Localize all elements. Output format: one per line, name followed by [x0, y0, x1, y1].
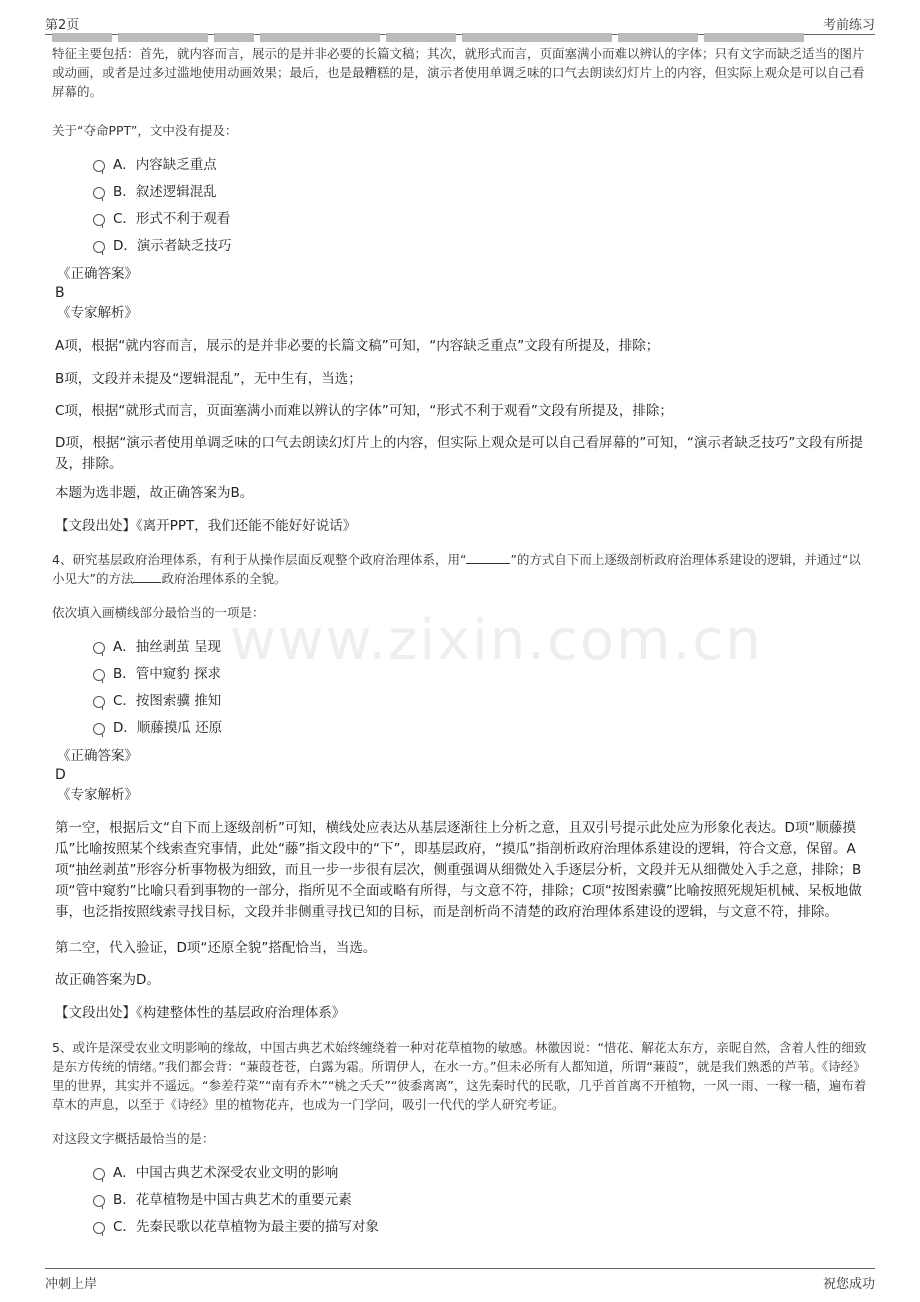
blank-line	[466, 551, 510, 564]
q3-source: 【文段出处】《离开PPT，我们还能不能好好说话》	[55, 518, 357, 534]
radio-icon[interactable]	[93, 1168, 105, 1180]
q3-analysis-a: A项，根据“就内容而言，展示的是并非必要的长篇文稿”可知，“内容缺乏重点”文段有所提及，排除；	[55, 338, 660, 354]
q4-option-a[interactable]: A．抽丝剥茧 呈现	[93, 637, 221, 657]
radio-icon[interactable]	[93, 187, 105, 199]
q4-question: 依次填入画横线部分最恰当的一项是：	[52, 605, 265, 620]
q4-option-d[interactable]: D．顺藤摸瓜 还原	[93, 718, 222, 738]
q5-question: 对这段文字概括最恰当的是：	[52, 1131, 215, 1146]
q4-analysis-blank1: 第一空，根据后文“自下而上逐级剖析”可知，横线处应表达从基层逐渐往上分析之意，且双引号提示此处应为形象化表达。D项“顺藤摸瓜”比喻按照某个线索查究事情，此处“藤”指文段中的“下”，即基层政府，“摸瓜”指剖析政府治理体系建设的逻辑，符合文意，保留。A项“抽丝剥茧”形容分析事物极为细致，而且一步一步很有层次，侧重强调从细微处入手逐层分析，文段并无从细微处入手之意，排除；B项“管中窥豹”比喻只看到事物的一部分，指所见不全面或略有所得，与文意不符，排除；C项“按图索骥”比喻按照死规矩机械、呆板地做事，也泛指按照线索寻找目标，文段并非侧重寻找已知的目标，而是剖析尚不清楚的政府治理体系建设的逻辑，与文意不符，排除。	[55, 820, 862, 920]
radio-icon[interactable]	[93, 642, 105, 654]
radio-icon[interactable]	[93, 241, 105, 253]
blank-line	[133, 570, 161, 583]
q3-option-b[interactable]: B．叙述逻辑混乱	[93, 182, 217, 202]
footer-right: 祝您成功	[822, 1277, 875, 1292]
q3-analysis-c: C项，根据“就形式而言，页面塞满小而难以辨认的字体”可知，“形式不利于观看”文段有所提及，排除；	[55, 403, 673, 419]
q4-analysis-label: 《专家解析》	[57, 787, 138, 803]
radio-icon[interactable]	[93, 696, 105, 708]
radio-icon[interactable]	[93, 723, 105, 735]
footer-left: 冲刺上岸	[45, 1277, 98, 1292]
page-header	[45, 12, 875, 35]
q4-answer-label: 《正确答案》	[57, 748, 138, 764]
q5-option-b[interactable]: B．花草植物是中国古典艺术的重要元素	[93, 1190, 352, 1210]
q3-answer: B	[55, 285, 65, 301]
q3-analysis-b: B项，文段并未提及“逻辑混乱”，无中生有，当选；	[55, 371, 362, 387]
q4-conclusion: 故正确答案为D。	[55, 972, 160, 988]
radio-icon[interactable]	[93, 1222, 105, 1234]
q3-option-d[interactable]: D．演示者缺乏技巧	[93, 236, 231, 256]
page-footer	[45, 1268, 875, 1291]
q3-answer-label: 《正确答案》	[57, 266, 138, 282]
q3-option-a[interactable]: A．内容缺乏重点	[93, 155, 217, 175]
cropped-text-line	[52, 33, 868, 42]
q3-conclusion: 本题为选非题，故正确答案为B。	[55, 485, 254, 501]
page-number: 第2页	[45, 18, 80, 33]
q4-option-c[interactable]: C．按图索骥 推知	[93, 691, 221, 711]
q4-stem: 4、研究基层政府治理体系，有利于从操作层面反观整个政府治理体系，用“ ”的方式自下而上逐级剖析政府治理体系建设的逻辑，并通过“以小见大”的方法 政府治理体系的全貌。	[52, 552, 861, 586]
q3-passage: 特征主要包括：首先，就内容而言，展示的是并非必要的长篇文稿；其次，就形式而言，页面塞满小而难以辨认的字体；只有文字而缺乏适当的图片或动画，或者是过多过滥地使用动画效果；最后，也是最糟糕的是，演示者使用单调乏味的口气去朗读幻灯片上的内容，但实际上观众是可以自己看屏幕的。	[52, 46, 865, 99]
header-title: 考前练习	[822, 18, 875, 33]
q5-stem: 5、或许是深受农业文明影响的缘故，中国古典艺术始终缠绕着一种对花草植物的敏感。林徽因说：“惜花、解花太东方，亲昵自然，含着人性的细致是东方传统的情绪。”我们都会背：“蒹葭苍苍，白露为霜。所谓伊人，在水一方。”但未必所有人都知道，所谓“蒹葭”，就是我们熟悉的芦苇。《诗经》 里的世界，其实并不遥远。“参差荇菜”“南有乔木”“桃之夭夭”“彼黍离离”，这先秦时代的民歌，几乎首首离不开植物，一风一雨、一稼一穑，遍布着草木的声息，以至于《诗经》里的植物花卉，也成为一门学问，吸引一代代的学人研究考证。	[52, 1040, 867, 1112]
q4-analysis-blank2: 第二空，代入验证，D项“还原全貌”搭配恰当，当选。	[55, 940, 377, 956]
q5-option-c[interactable]: C．先秦民歌以花草植物为最主要的描写对象	[93, 1217, 379, 1237]
q4-option-b[interactable]: B．管中窥豹 探求	[93, 664, 221, 684]
q3-option-c[interactable]: C．形式不利于观看	[93, 209, 230, 229]
q3-analysis-label: 《专家解析》	[57, 305, 138, 321]
radio-icon[interactable]	[93, 1195, 105, 1207]
radio-icon[interactable]	[93, 669, 105, 681]
radio-icon[interactable]	[93, 160, 105, 172]
q4-source: 【文段出处】《构建整体性的基层政府治理体系》	[55, 1005, 346, 1021]
radio-icon[interactable]	[93, 214, 105, 226]
q5-option-a[interactable]: A．中国古典艺术深受农业文明的影响	[93, 1163, 338, 1183]
q3-analysis-d: D项，根据“演示者使用单调乏味的口气去朗读幻灯片上的内容，但实际上观众是可以自己看屏幕的”可知，“演示者缺乏技巧”文段有所提及，排除。	[55, 435, 863, 472]
q3-question: 关于“夺命PPT”，文中没有提及：	[52, 123, 238, 138]
watermark: www.zixin.com.cn	[230, 608, 763, 673]
q4-answer: D	[55, 767, 66, 783]
